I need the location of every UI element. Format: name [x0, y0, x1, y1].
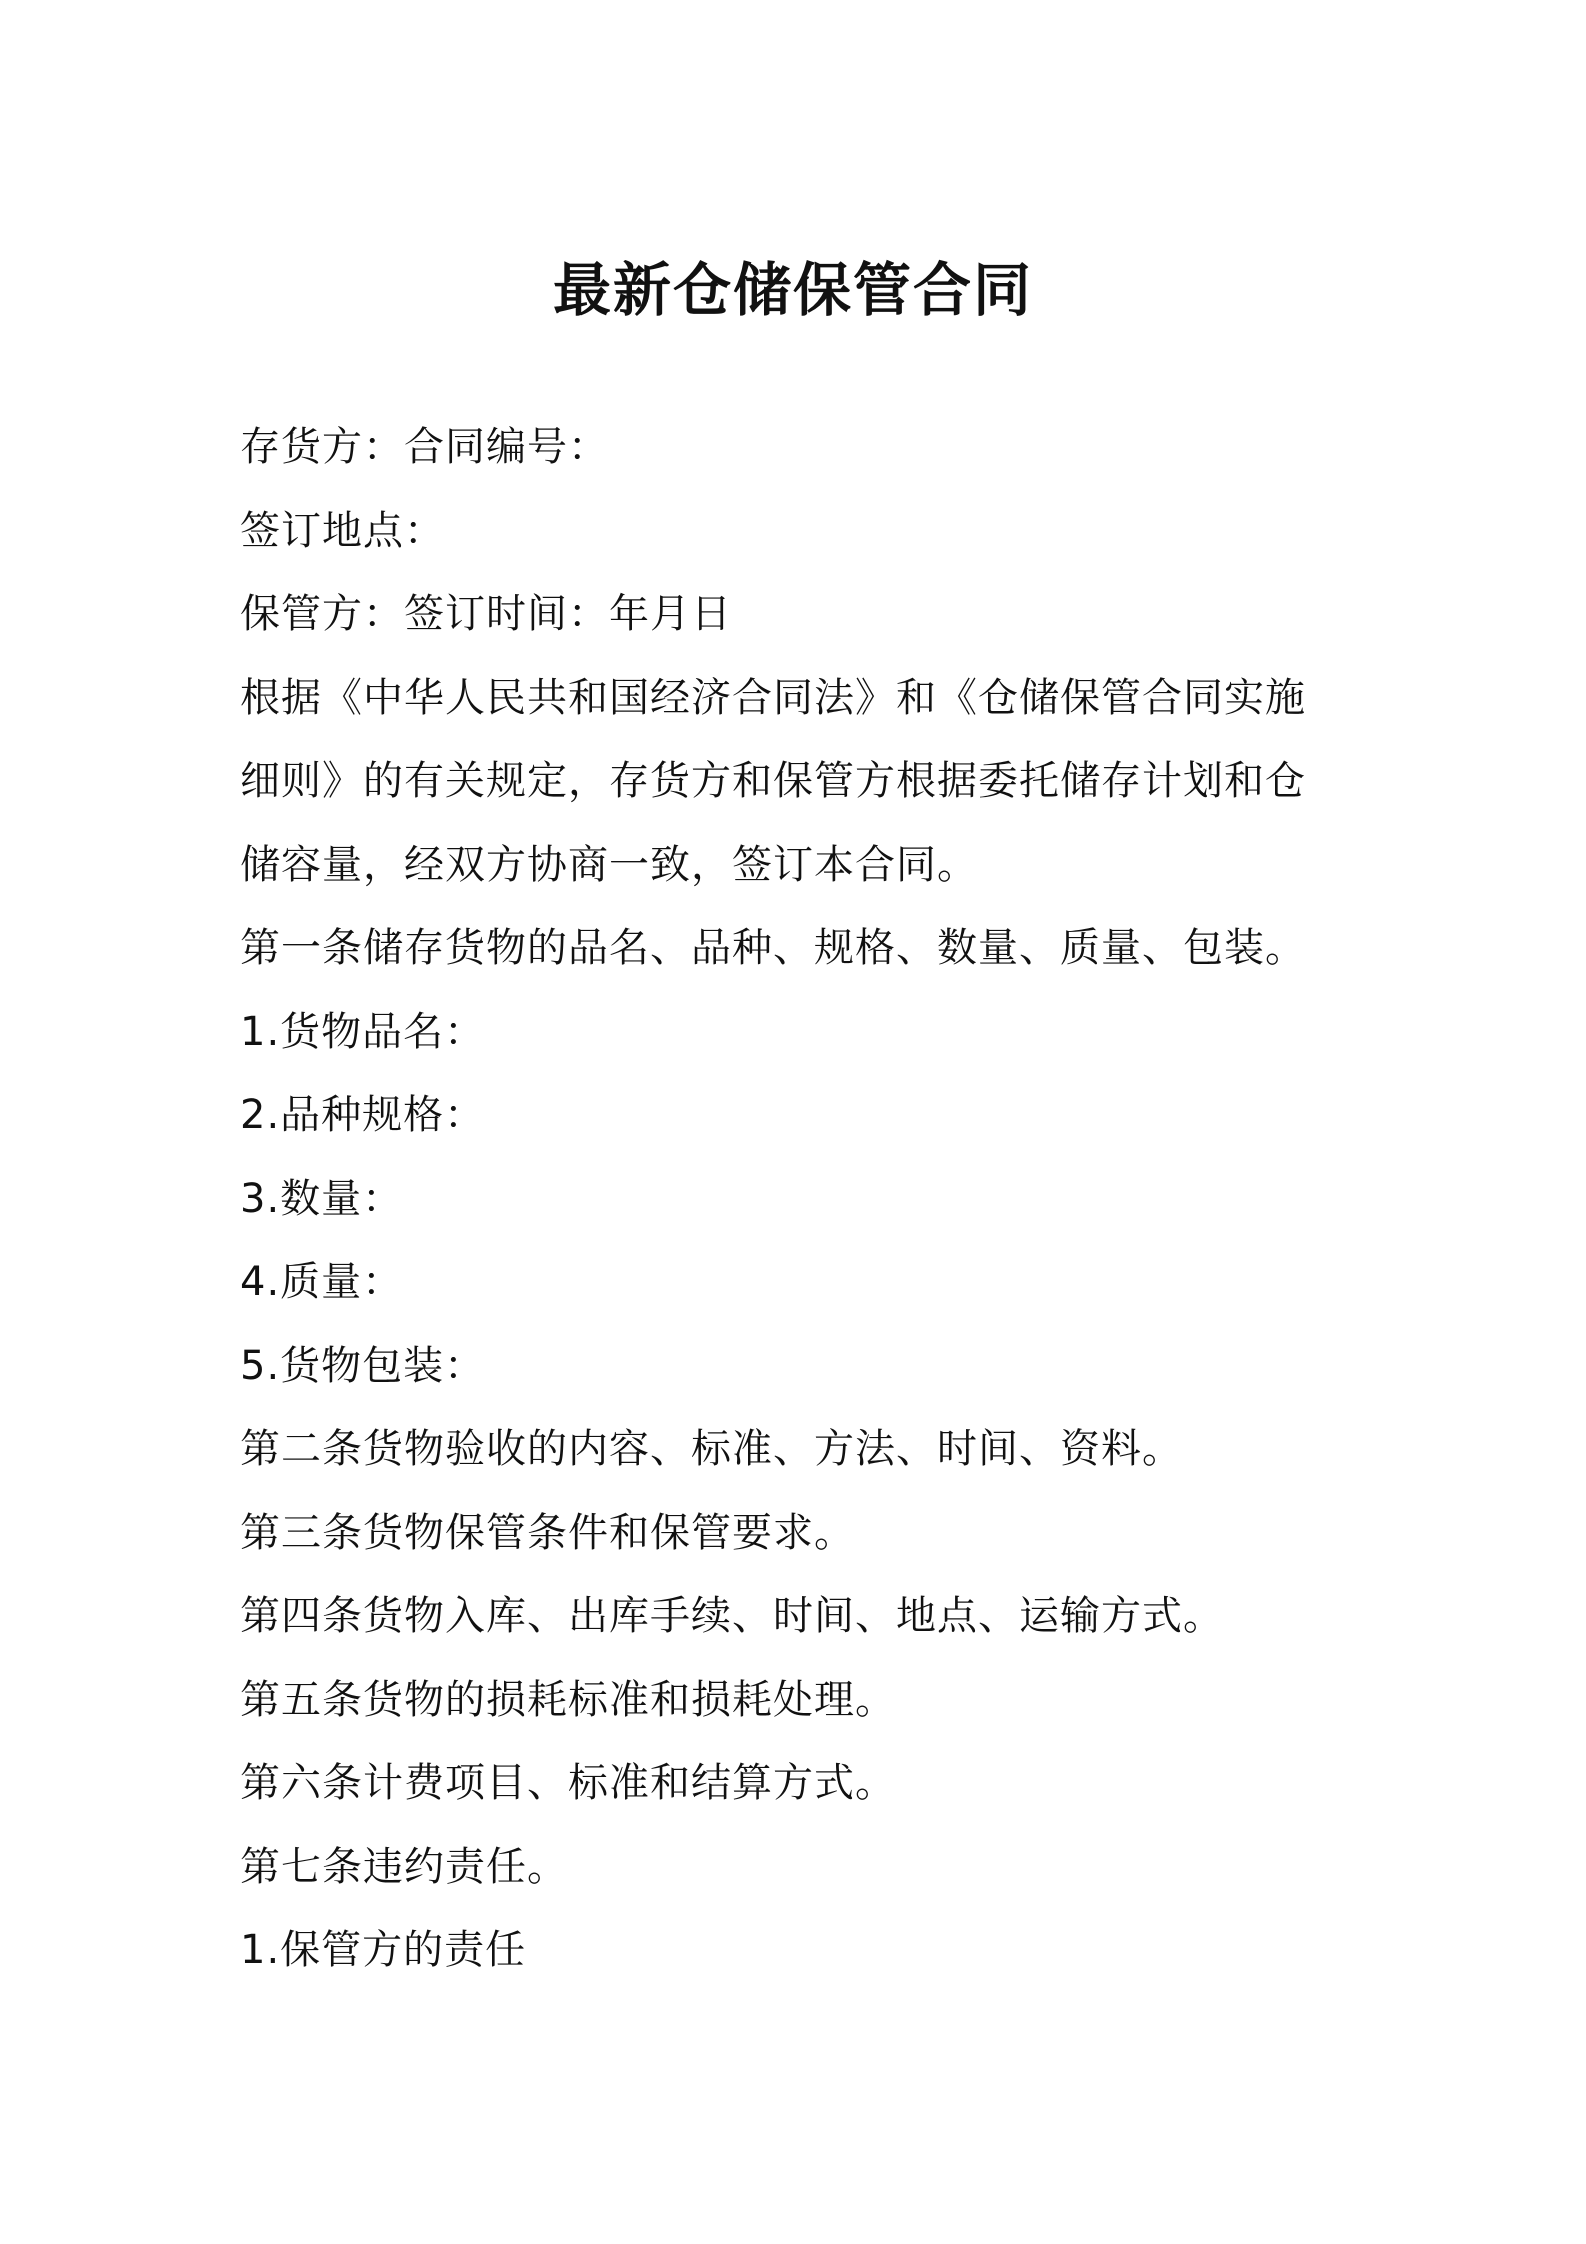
- article-3: 第三条货物保管条件和保管要求。: [240, 1509, 855, 1556]
- document-body: [240, 406, 1360, 1993]
- document-title: 最新仓储保管合同: [552, 256, 1033, 324]
- preamble-line-1: 根据《中华人民共和国经济合同法》和《仓储保管合同实施: [240, 674, 1306, 721]
- article-1-item-4: 4.质量：: [240, 1259, 404, 1305]
- article-1-item-1: 1.货物品名：: [240, 1008, 486, 1055]
- article-6: 第六条计费项目、标准和结算方式。: [240, 1760, 896, 1806]
- article-7-item-1: 1.保管方的责任: [240, 1927, 527, 1973]
- preamble-line-3: 储容量，经双方协商一致，签订本合同。: [240, 841, 978, 888]
- party-depositor-contract-no: 存货方：合同编号：: [240, 424, 609, 470]
- article-1-item-5: 5.货物包装：: [240, 1342, 486, 1389]
- article-1-item-2: 2.品种规格：: [240, 1092, 486, 1138]
- article-1-item-3: 3.数量：: [240, 1175, 404, 1222]
- article-7: 第七条违约责任。: [240, 1843, 568, 1890]
- article-5: 第五条货物的损耗标准和损耗处理。: [240, 1676, 896, 1723]
- preamble-line-2: 细则》的有关规定，存货方和保管方根据委托储存计划和仓: [240, 758, 1306, 804]
- article-4: 第四条货物入库、出库手续、时间、地点、运输方式。: [240, 1593, 1224, 1639]
- party-custodian-signing-time: 保管方：签订时间：年月日: [240, 591, 732, 637]
- article-2: 第二条货物验收的内容、标准、方法、时间、资料。: [240, 1426, 1183, 1472]
- signing-place: 签订地点：: [240, 507, 445, 554]
- article-1: 第一条储存货物的品名、品种、规格、数量、质量、包装。: [240, 925, 1306, 971]
